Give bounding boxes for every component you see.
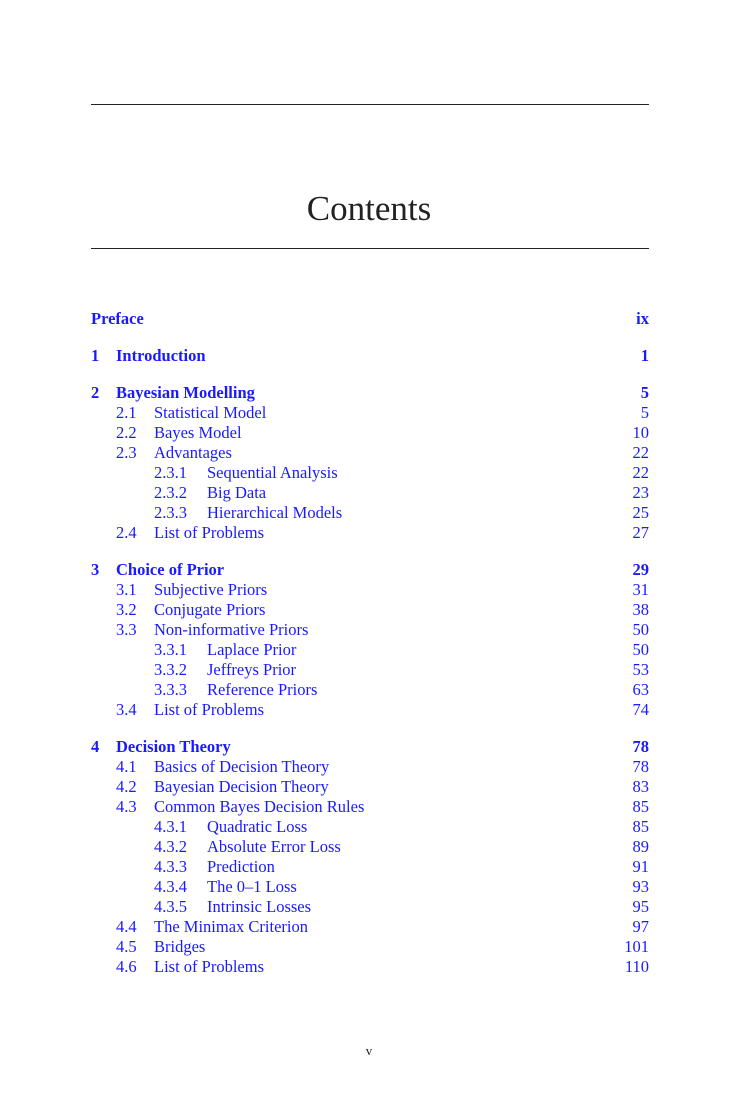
- title-rule: [91, 248, 649, 249]
- toc-entry-title: Preface: [91, 309, 144, 328]
- toc-entry-title: Decision Theory: [116, 737, 231, 756]
- toc-entry-number: 4.6: [116, 957, 137, 976]
- toc-entry-subsection[interactable]: [91, 680, 649, 700]
- toc-entry-number: 4.1: [116, 757, 137, 776]
- toc-entry-page: 53: [632, 660, 649, 679]
- toc-entry-page: 31: [632, 580, 649, 599]
- toc-entry-page: 63: [632, 680, 649, 699]
- toc-entry-page: 38: [632, 600, 649, 619]
- toc-entry-subsection[interactable]: [91, 640, 649, 660]
- toc-entry-page: 25: [632, 503, 649, 522]
- toc-entry-number: 3.1: [116, 580, 137, 599]
- toc-entry-title: List of Problems: [154, 957, 264, 976]
- page-title: Contents: [306, 189, 432, 228]
- toc-entry-section[interactable]: [91, 957, 649, 977]
- toc-entry-page: 78: [632, 737, 649, 756]
- page-number: v: [365, 1043, 373, 1058]
- toc-entry-number: 3: [91, 560, 100, 579]
- toc-entry-subsection[interactable]: [91, 660, 649, 680]
- toc-entry-subsection[interactable]: [91, 503, 649, 523]
- toc-entry-page: 74: [632, 700, 649, 719]
- toc-entry-number: 2: [91, 383, 100, 402]
- toc-entry-subsection[interactable]: [91, 877, 649, 897]
- toc-entry-title: List of Problems: [154, 700, 264, 719]
- toc-entry-number: 4.5: [116, 937, 137, 956]
- toc-entry-number: 2.1: [116, 403, 137, 422]
- toc-entry-number: 1: [91, 346, 100, 365]
- toc-entry-subsection[interactable]: [91, 897, 649, 917]
- toc-entry-title: Prediction: [207, 857, 275, 876]
- toc-entry-title: Quadratic Loss: [207, 817, 308, 836]
- toc-entry-number: 4.3.3: [154, 857, 187, 876]
- toc-entry-page: 78: [632, 757, 649, 776]
- toc-entry-section[interactable]: [91, 700, 649, 720]
- toc-entry-page: 83: [632, 777, 649, 796]
- toc-entry-page: 29: [632, 560, 649, 579]
- toc-entry-title: Subjective Priors: [154, 580, 268, 599]
- toc-entry-section[interactable]: [91, 523, 649, 543]
- toc-entry-title: Bridges: [154, 937, 206, 956]
- toc-entry-number: 2.3.1: [154, 463, 187, 482]
- toc-entry-subsection[interactable]: [91, 857, 649, 877]
- toc-entry-page: 93: [632, 877, 649, 896]
- toc-entry-title: Hierarchical Models: [207, 503, 343, 522]
- toc-entry-chapter[interactable]: [91, 560, 649, 580]
- toc-entry-section[interactable]: [91, 777, 649, 797]
- toc-entry-title: Conjugate Priors: [154, 600, 266, 619]
- top-rule: [91, 104, 649, 105]
- toc-entry-subsection[interactable]: [91, 817, 649, 837]
- toc-entry-page: 10: [632, 423, 649, 442]
- toc-entry-number: 3.3.3: [154, 680, 187, 699]
- toc-entry-chapter[interactable]: [91, 346, 649, 366]
- toc-entry-section[interactable]: [91, 757, 649, 777]
- toc-entry-page: 85: [632, 817, 649, 836]
- toc-entry-number: 2.2: [116, 423, 137, 442]
- toc-entry-title: Reference Priors: [207, 680, 318, 699]
- toc-entry-title: The 0–1 Loss: [207, 877, 297, 896]
- toc-entry-title: Jeffreys Prior: [207, 660, 297, 679]
- toc-entry-page: ix: [636, 309, 649, 328]
- toc-entry-page: 110: [624, 957, 649, 976]
- toc-entry-number: 4.3.4: [154, 877, 187, 896]
- toc-entry-subsection[interactable]: [91, 463, 649, 483]
- toc-entry-number: 3.3.1: [154, 640, 187, 659]
- toc-entry-title: Sequential Analysis: [207, 463, 338, 482]
- toc-entry-title: Introduction: [116, 346, 206, 365]
- toc-entry-chapter[interactable]: [91, 737, 649, 757]
- toc-entry-number: 4.3.5: [154, 897, 187, 916]
- toc-entry-page: 22: [632, 463, 649, 482]
- toc-entry-section[interactable]: [91, 797, 649, 817]
- toc-entry-subsection[interactable]: [91, 483, 649, 503]
- toc-entry-page: 22: [632, 443, 649, 462]
- toc-entry-number: 4.2: [116, 777, 137, 796]
- toc-entry-number: 2.3.2: [154, 483, 187, 502]
- toc-entry-title: Advantages: [154, 443, 232, 462]
- toc-entry-subsection[interactable]: [91, 837, 649, 857]
- toc-entry-page: 89: [632, 837, 649, 856]
- toc-entry-section[interactable]: [91, 917, 649, 937]
- toc-entry-title: Common Bayes Decision Rules: [154, 797, 365, 816]
- toc-entry-number: 4: [91, 737, 100, 756]
- toc-entry-title: Intrinsic Losses: [207, 897, 312, 916]
- toc-entry-page: 101: [624, 937, 649, 956]
- toc-entry-page: 85: [632, 797, 649, 816]
- toc-entry-title: Non-informative Priors: [154, 620, 309, 639]
- toc-entry-title: Choice of Prior: [116, 560, 225, 579]
- toc-entry-page: 1: [640, 346, 649, 365]
- toc-entry-section[interactable]: [91, 580, 649, 600]
- toc-entry-section[interactable]: [91, 443, 649, 463]
- toc-entry-page: 95: [632, 897, 649, 916]
- toc-entry-page: 27: [632, 523, 649, 542]
- toc-entry-number: 4.3.2: [154, 837, 187, 856]
- toc-entry-page: 50: [632, 640, 649, 659]
- toc-entry-page: 97: [632, 917, 649, 936]
- toc-entry-title: Big Data: [207, 483, 267, 502]
- toc-entry-number: 3.2: [116, 600, 137, 619]
- toc-entry-number: 4.3.1: [154, 817, 187, 836]
- toc-entry-number: 3.3: [116, 620, 137, 639]
- toc-entry-number: 2.4: [116, 523, 137, 542]
- toc-entry-page: 23: [632, 483, 649, 502]
- toc-entry-number: 2.3: [116, 443, 137, 462]
- toc-entry-title: Bayesian Decision Theory: [154, 777, 329, 796]
- toc-entry-number: 4.3: [116, 797, 137, 816]
- toc-entry-number: 2.3.3: [154, 503, 187, 522]
- toc-entry-section[interactable]: [91, 403, 649, 423]
- toc-entry-section[interactable]: [91, 620, 649, 640]
- toc-entry-chapter[interactable]: [91, 383, 649, 403]
- toc-entry-title: The Minimax Criterion: [154, 917, 308, 936]
- toc-entry-title: List of Problems: [154, 523, 264, 542]
- toc-entry-title: Statistical Model: [154, 403, 267, 422]
- toc-entry-page: 91: [632, 857, 649, 876]
- toc-entry-number: 3.4: [116, 700, 137, 719]
- toc-entry-chapter[interactable]: [91, 309, 649, 329]
- toc-entry-number: 3.3.2: [154, 660, 187, 679]
- toc-entry-section[interactable]: [91, 423, 649, 443]
- toc-entry-title: Bayes Model: [154, 423, 242, 442]
- toc-entry-section[interactable]: [91, 600, 649, 620]
- toc-entry-section[interactable]: [91, 937, 649, 957]
- toc-entry-page: 5: [640, 403, 649, 422]
- toc-entry-page: 5: [640, 383, 649, 402]
- toc-entry-title: Bayesian Modelling: [116, 383, 255, 402]
- toc-entry-title: Laplace Prior: [207, 640, 297, 659]
- toc-entry-title: Absolute Error Loss: [207, 837, 341, 856]
- toc-entry-title: Basics of Decision Theory: [154, 757, 330, 776]
- toc-entry-number: 4.4: [116, 917, 137, 936]
- toc-entry-page: 50: [632, 620, 649, 639]
